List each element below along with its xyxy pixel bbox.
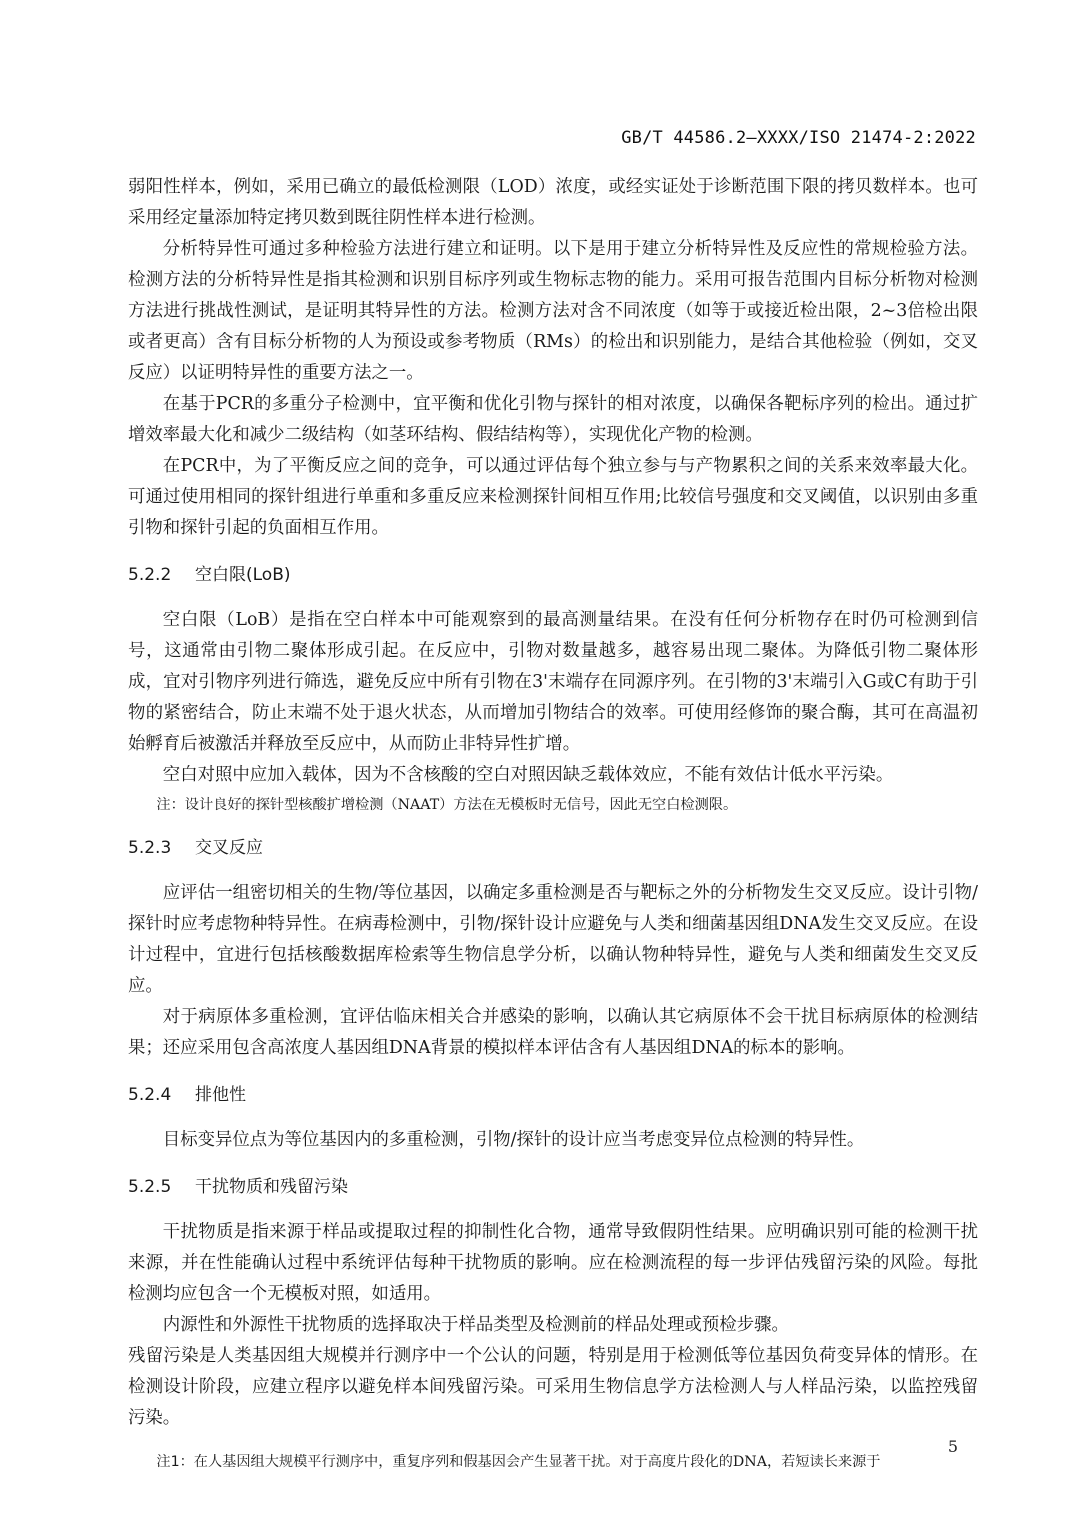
- page-number: 5: [947, 1437, 958, 1456]
- intro-paragraph-3: 在基于PCR的多重分子检测中，宜平衡和优化引物与探针的相对浓度，以确保各靶标序列的检出。通过扩增效率最大化和减少二级结构（如茎环结构、假结结构等），实现优化产物的检测。: [128, 394, 978, 445]
- intro-paragraph-4: 在PCR中，为了平衡反应之间的竞争，可以通过评估每个独立参与与产物累积之间的关系来效率最大化。可通过使用相同的探针组进行单重和多重反应来检测探针间相互作用;比较信号强度和交叉阈值，以识别由多重引物和探针引起的负面相互作用。: [128, 456, 978, 538]
- section-paragraph: 空白限（LoB）是指在空白样本中可能观察到的最高测量结果。在没有任何分析物存在时仍可检测到信号，这通常由引物二聚体形成引起。在反应中，引物对数量越多，越容易出现二聚体。为降低引物二聚体形成，宜对引物序列进行筛选，避免反应中所有引物在3'末端存在同源序列。在引物的3'末端引入G或C有助于引物的紧密结合，防止末端不处于退火状态，从而增加引物结合的效率。可使用经修饰的聚合酶，其可在高温初始孵育后被激活并释放至反应中，从而防止非特异性扩增。: [128, 610, 978, 754]
- section-heading-5-2-4: [128, 1080, 978, 1111]
- section-number: 5.2.4: [128, 1085, 172, 1105]
- section-paragraph: 干扰物质是指来源于样品或提取过程的抑制性化合物，通常导致假阴性结果。应明确识别可能的检测干扰来源，并在性能确认过程中系统评估每种干扰物质的影响。应在检测流程的每一步评估残留污染的风险。每批检测均应包含一个无模板对照，如适用。: [128, 1222, 978, 1304]
- section-paragraph: 目标变异位点为等位基因内的多重检测，引物/探针的设计应当考虑变异位点检测的特异性。: [162, 1130, 865, 1150]
- section-paragraph: 空白对照中应加入载体，因为不含核酸的空白对照因缺乏载体效应，不能有效估计低水平污染。: [162, 765, 894, 785]
- intro-paragraph-1: 弱阳性样本，例如，采用已确立的最低检测限（LOD）浓度，或经实证处于诊断范围下限的拷贝数样本。也可采用经定量添加特定拷贝数到既往阴性样本进行检测。: [128, 177, 978, 228]
- note: [128, 793, 978, 817]
- section-heading-5-2-5: [128, 1172, 978, 1203]
- section-number: 5.2.2: [128, 565, 172, 585]
- note: [128, 1450, 978, 1474]
- page-content: [128, 172, 978, 1474]
- section-number: 5.2.5: [128, 1177, 172, 1197]
- section-paragraph: 应评估一组密切相关的生物/等位基因，以确定多重检测是否与靶标之外的分析物发生交叉反应。设计引物/探针时应考虑物种特异性。在病毒检测中，引物/探针设计应避免与人类和细菌基因组DNA发生交叉反应。在设计过程中，宜进行包括核酸数据库检索等生物信息学分析，以确认物种特异性，避免与人类和细菌发生交叉反应。: [128, 883, 978, 996]
- note-label: 注1：: [156, 1454, 194, 1470]
- section-title: 空白限(LoB): [195, 565, 291, 585]
- section-paragraph: 内源性和外源性干扰物质的选择取决于样品类型及检测前的样品处理或预检步骤。: [162, 1315, 789, 1335]
- section-paragraph: 残留污染是人类基因组大规模并行测序中一个公认的问题，特别是用于检测低等位基因负荷变异体的情形。在检测设计阶段，应建立程序以避免样本间残留污染。可采用生物信息学方法检测人与人样品污染，以监控残留污染。: [128, 1346, 978, 1428]
- section-title: 排他性: [195, 1085, 246, 1105]
- section-title: 干扰物质和残留污染: [195, 1177, 348, 1197]
- note-label: 注：: [156, 797, 185, 813]
- document-id-header: GB/T 44586.2—XXXX/ISO 21474-2:2022: [621, 128, 976, 148]
- section-title: 交叉反应: [195, 838, 263, 858]
- section-heading-5-2-3: [128, 833, 978, 864]
- section-heading-5-2-2: [128, 560, 978, 591]
- section-paragraph: 对于病原体多重检测，宜评估临床相关合并感染的影响，以确认其它病原体不会干扰目标病原体的检测结果；还应采用包含高浓度人基因组DNA背景的模拟样本评估含有人基因组DNA的标本的影响。: [128, 1007, 978, 1058]
- section-number: 5.2.3: [128, 838, 172, 858]
- note-text: 在人基因组大规模平行测序中，重复序列和假基因会产生显著干扰。对于高度片段化的DNA，若短读长来源于: [193, 1454, 881, 1470]
- intro-paragraph-2: 分析特异性可通过多种检验方法进行建立和证明。以下是用于建立分析特异性及反应性的常规检验方法。检测方法的分析特异性是指其检测和识别目标序列或生物标志物的能力。采用可报告范围内目标分析物对检测方法进行挑战性测试，是证明其特异性的方法。检测方法对含不同浓度（如等于或接近检出限，2~3倍检出限或者更高）含有目标分析物的人为预设或参考物质（RMs）的检出和识别能力，是结合其他检验（例如，交叉反应）以证明特异性的重要方法之一。: [128, 239, 978, 383]
- note-text: 设计良好的探针型核酸扩增检测（NAAT）方法在无模板时无信号，因此无空白检测限。: [184, 797, 738, 813]
